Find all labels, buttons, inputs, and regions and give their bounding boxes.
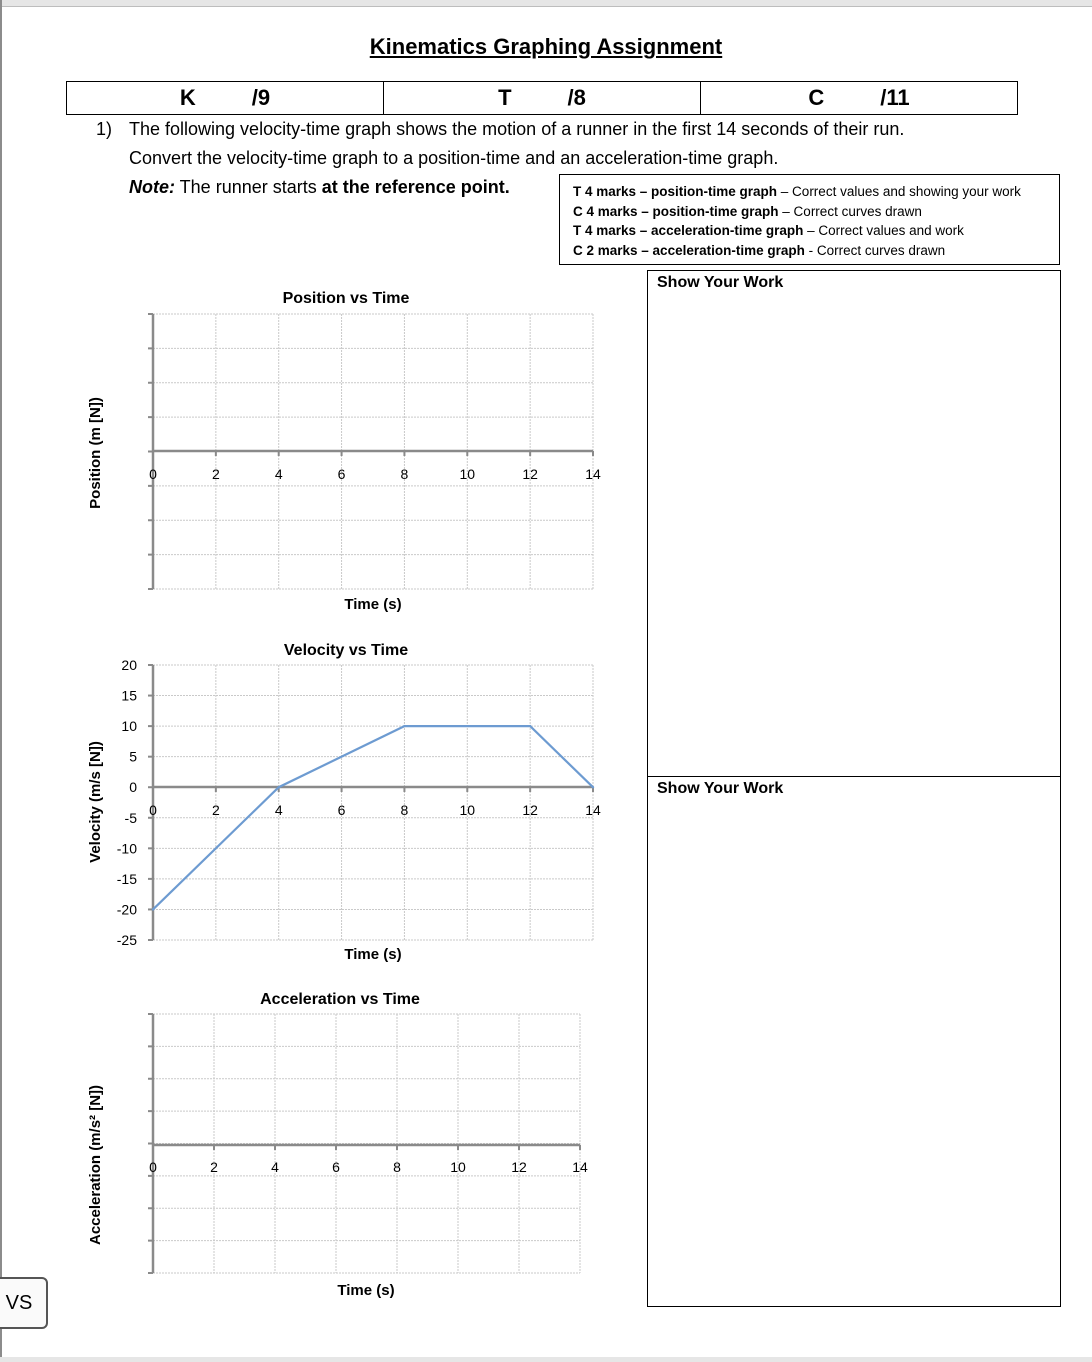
x-tick-label: 2 [211,466,220,482]
position-time-graph[interactable] [87,290,601,613]
rubric-suffix: – Correct values and work [803,223,964,239]
x-tick-label: 2 [211,802,220,818]
x-tick-label: 14 [572,1159,588,1175]
x-tick-label: 10 [450,1159,466,1175]
x-tick-label: 12 [522,466,538,482]
y-tick-label: -20 [116,901,137,918]
marks-score: /8 [567,85,586,110]
work-label-2: Show Your Work [657,780,784,797]
work-label-1: Show Your Work [657,274,784,291]
rubric-suffix: – Correct curves drawn [778,203,922,219]
x-tick-label: 4 [274,466,283,482]
velocity-time-graph [87,642,601,963]
chart-title: Velocity vs Time [283,642,409,659]
marks-letter: K [179,85,196,110]
data-point [529,725,531,727]
rubric-line [573,182,1059,202]
x-tick-label: 6 [332,1159,340,1175]
note-label: Note: [129,177,175,197]
acceleration-time-graph[interactable] [87,991,588,1299]
x-axis-label: Time (s) [344,946,402,963]
side-tab-button[interactable]: VS [0,1277,48,1329]
y-tick-label: 20 [121,657,137,673]
y-axis-label: Position (m [N]) [87,397,104,509]
y-tick-label: -5 [124,809,137,826]
data-point [592,786,594,788]
x-tick-label: 12 [522,802,538,818]
x-tick-label: 6 [337,802,346,818]
x-tick-label: 4 [271,1159,279,1175]
question-line-2: Convert the velocity-time graph to a position-time and an acceleration-time graph. [129,148,779,168]
x-tick-label: 4 [274,802,283,818]
rubric-suffix: - Correct curves drawn [804,242,946,258]
x-axis-label: Time (s) [337,1282,395,1299]
note-text: The runner starts [175,177,322,197]
y-tick-label: -15 [116,870,137,887]
question-number: 1) [96,119,113,139]
data-point [152,908,154,910]
x-tick-label: 8 [400,466,409,482]
y-tick-label: -25 [116,932,137,948]
y-tick-label: 10 [121,718,137,735]
y-axis-label: Acceleration (m/s² [N]) [87,1084,104,1246]
rubric-prefix: C 2 marks – acceleration-time graph [573,242,805,258]
y-tick-label: 5 [129,748,137,765]
x-axis-label: Time (s) [344,596,402,613]
x-tick-label: 2 [210,1159,218,1175]
rubric-line [573,202,1059,222]
x-tick-label: 12 [511,1159,527,1175]
marks-letter: C [808,85,825,110]
marks-letter: T [498,85,512,110]
rubric-prefix: T 4 marks – position-time graph [573,184,778,199]
rubric-prefix: T 4 marks – acceleration-time graph [573,223,804,239]
data-point [278,786,280,788]
chart-title: Position vs Time [282,290,410,307]
rubric-suffix: – Correct values and showing your work [777,184,1021,199]
y-axis-label: Velocity (m/s [N]) [87,741,104,863]
rubric-prefix: C 4 marks – position-time graph [573,203,779,219]
marks-score: /9 [251,85,271,110]
data-point [403,725,405,727]
window-bottom-edge [0,1357,1092,1362]
x-tick-label: 0 [149,802,157,818]
page-title: Kinematics Graphing Assignment [369,34,723,59]
x-tick-label: 14 [585,802,601,818]
rubric-line [573,221,1059,241]
marks-cell-c [701,82,1017,114]
x-tick-label: 6 [337,466,346,482]
work-box-divider [647,776,1061,777]
rubric-line [573,241,1059,261]
x-tick-label: 14 [585,466,601,482]
x-tick-label: 10 [459,802,476,818]
y-tick-label: 15 [121,687,137,704]
note-bold: at the reference point. [321,177,510,197]
x-tick-label: 8 [400,802,409,818]
chart-title: Acceleration vs Time [260,991,420,1008]
question-line-1: The following velocity-time graph shows the motion of a runner in the first 14 seconds of their run. [129,119,905,139]
x-tick-label: 8 [393,1159,401,1175]
x-tick-label: 10 [459,466,476,482]
x-tick-label: 0 [149,466,157,482]
y-tick-label: -10 [116,840,137,857]
marks-score: /11 [880,85,910,110]
y-tick-label: 0 [129,779,137,796]
x-tick-label: 0 [149,1159,157,1175]
